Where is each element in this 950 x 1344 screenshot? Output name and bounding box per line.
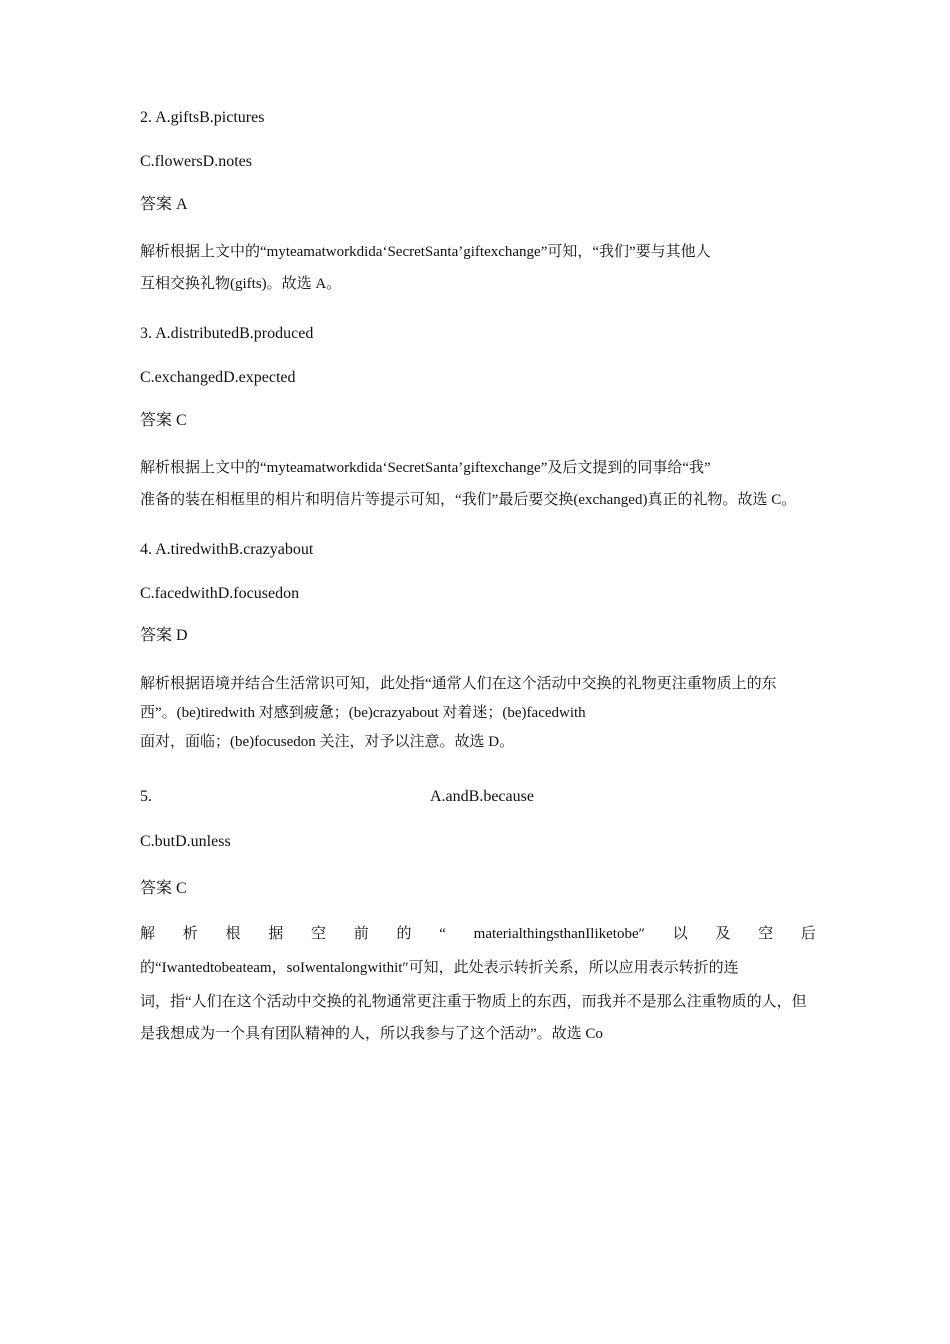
- spread-word: 空: [311, 926, 327, 942]
- spread-word: 解: [140, 926, 156, 942]
- spread-word: 前: [353, 926, 369, 942]
- question-5-options-line1: A.andB.because: [430, 788, 534, 805]
- explanation-line: 西”。(be)tiredwith 对感到疲惫；(be)crazyabout 对着迷；(be)facedwith: [140, 705, 586, 721]
- spread-word: 及: [715, 926, 731, 942]
- explanation-line: 词，指“人们在这个活动中交换的礼物通常更注重于物质上的东西，而我并不是那么注重物质的人，但: [140, 994, 807, 1010]
- spread-word: 以: [672, 926, 688, 942]
- question-5-options-line2: C.butD.unless: [140, 833, 231, 850]
- question-5-answer: 答案 C: [140, 880, 187, 897]
- question-5-number: 5.: [140, 788, 152, 805]
- spread-word: 析: [182, 926, 198, 942]
- spread-word: 据: [268, 926, 284, 942]
- explanation-line: 是我想成为一个具有团队精神的人，所以我参与了这个活动”。故选 Co: [140, 1026, 603, 1042]
- explanation-spread-line: [140, 918, 816, 950]
- spread-word: 的: [396, 926, 412, 942]
- spread-word: 空: [758, 926, 774, 942]
- question-2-explanation: [140, 236, 816, 300]
- explanation-line: 互相交换礼物(gifts)。故选 A。: [140, 276, 342, 292]
- question-2-answer: 答案 A: [140, 196, 188, 213]
- spread-word: 后: [800, 926, 816, 942]
- spread-word: “: [439, 926, 446, 942]
- question-4-options-line2: C.facedwithD.focusedon: [140, 585, 300, 602]
- question-2-options-line1: 2. A.giftsB.pictures: [140, 109, 265, 126]
- question-3-explanation: [140, 452, 816, 516]
- explanation-line: 解析根据语境并结合生活常识可知，此处指“通常人们在这个活动中交换的礼物更注重物质上的东: [140, 676, 777, 692]
- question-2-options-line2: C.flowersD.notes: [140, 153, 252, 170]
- question-4-explanation: [140, 668, 816, 758]
- question-3-options-line2: C.exchangedD.expected: [140, 369, 296, 386]
- explanation-line: 面对，面临；(be)focusedon 关注，对予以注意。故选 D。: [140, 734, 515, 750]
- question-5-explanation: [140, 918, 816, 1050]
- explanation-line: 解析根据上文中的“myteamatworkdida‘SecretSanta’giftexchange”及后文提到的同事给“我”: [140, 460, 711, 476]
- explanation-line: 解析根据上文中的“myteamatworkdida‘SecretSanta’giftexchange”可知，“我们”要与其他人: [140, 244, 711, 260]
- spread-word: materialthingsthanIliketobe″: [473, 926, 645, 942]
- question-4-options-line1: 4. A.tiredwithB.crazyabout: [140, 541, 314, 558]
- explanation-line: 的“Iwantedtobeateam，soIwentalongwithit″可知，此处表示转折关系，所以应用表示转折的连: [140, 960, 739, 976]
- spread-word: 根: [225, 926, 241, 942]
- question-3-answer: 答案 C: [140, 412, 187, 429]
- question-3-options-line1: 3. A.distributedB.produced: [140, 325, 314, 342]
- question-4-answer: 答案 D: [140, 627, 188, 644]
- explanation-line: 准备的装在相框里的相片和明信片等提示可知，“我们”最后要交换(exchanged)真正的礼物。故选 C。: [140, 492, 797, 508]
